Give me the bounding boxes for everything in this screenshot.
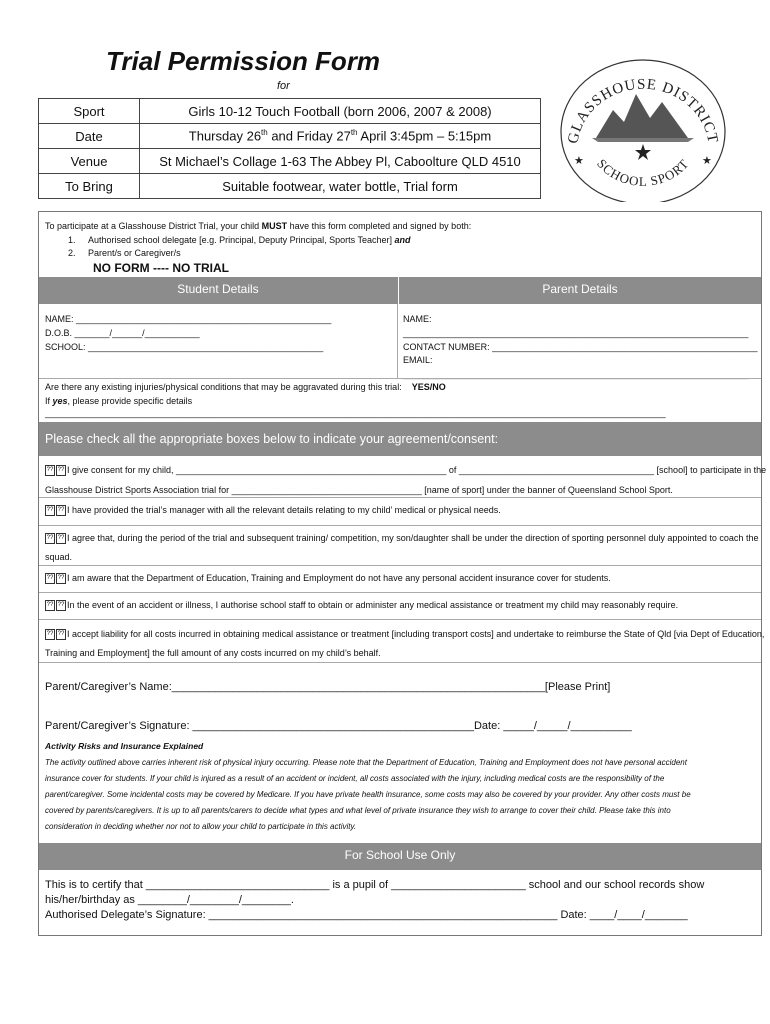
parent-contact-field[interactable]: CONTACT NUMBER: _____________________________________________________ xyxy=(403,342,758,352)
birthday-field[interactable]: his/her/birthday as ________/________/________. xyxy=(45,894,294,906)
consent-checkbox[interactable]: ?? xyxy=(45,600,55,611)
glasshouse-district-logo xyxy=(558,52,728,202)
intro-item-1: 1. Authorised school delegate [e.g. Principal, Deputy Principal, Sports Teacher] and xyxy=(68,235,411,245)
bring-label: To Bring xyxy=(39,174,140,199)
parent-signature-field[interactable]: Parent/Caregiver’s Signature: ______________________________________________Date: _____/_____/__________ xyxy=(45,720,632,732)
svg-text:SCHOOL SPORT xyxy=(594,156,692,189)
injury-details-field[interactable]: ____________________________________________________________________________________________________________________________ xyxy=(45,408,666,418)
risks-line: parent/caregiver. Some incidental costs may be covered by Medicare. If you have private health insurance, some costs may also be covered by your provider. Any other costs must be xyxy=(45,790,691,799)
consent-checkbox[interactable]: ?? xyxy=(56,465,66,476)
logo-bottom-text: SCHOOL SPORT xyxy=(594,155,692,189)
venue-label: Venue xyxy=(39,149,140,174)
injury-question: Are there any existing injuries/physical conditions that may be aggravated during this trial: YES/NO xyxy=(45,382,446,392)
parent-email-label: EMAIL: xyxy=(403,355,433,365)
intro-item-2: 2. Parent/s or Caregiver/s xyxy=(68,248,181,258)
consent-checkbox[interactable]: ?? xyxy=(56,573,66,584)
consent-header: Please check all the appropriate boxes below to indicate your agreement/consent: xyxy=(45,432,499,446)
consent-item-3: ?? ?? I agree that, during the period of the trial and subsequent training/ competition, my son/daughter shall be under the direction of sporting personnel duly appointed to coach the xyxy=(46,533,759,543)
consent-item-1: ?? ?? I give consent for my child, ______________________________________________________ of _______________________________________ [school] to participate in the xyxy=(46,465,767,475)
consent-item-4: ?? ?? I am aware that the Department of Education, Training and Employment do not have any personal accident insurance cover for students. xyxy=(46,573,611,583)
risks-line: consideration in deciding whether nor not to allow your child to participate in this activity. xyxy=(45,822,357,831)
parent-name-field[interactable]: _____________________________________________________________________ xyxy=(403,328,749,338)
date-suffix: th xyxy=(350,128,358,138)
consent-item-6-cont: Training and Employment] the full amount of any costs incurred on my child’s behalf. xyxy=(45,648,381,658)
consent-item-5: ?? ?? In the event of an accident or illness, I authorise school staff to obtain or administer any medical assistance or treatment my child may reasonably require. xyxy=(46,600,679,610)
venue-value: St Michael’s Collage 1-63 The Abbey Pl, Caboolture QLD 4510 xyxy=(140,149,541,174)
consent-checkbox[interactable]: ?? xyxy=(45,629,55,640)
risks-line: covered by parents/caregivers. It is up to all parents/carers to decide what types and what level of private insurance they wish to arrange to cover their child. Please take this into xyxy=(45,806,671,815)
star-icon: ★ xyxy=(702,155,712,167)
bring-value: Suitable footwear, water bottle, Trial form xyxy=(140,174,541,199)
consent-item-3-cont: squad. xyxy=(45,552,73,562)
date-part: Thursday 26 xyxy=(188,128,262,144)
school-use-header: For School Use Only xyxy=(344,848,456,862)
student-details-header: Student Details xyxy=(177,282,259,296)
table-row xyxy=(39,124,541,149)
for-label: for xyxy=(277,80,290,92)
consent-checkbox[interactable]: ?? xyxy=(56,505,66,516)
consent-checkbox[interactable]: ?? xyxy=(45,573,55,584)
date-label: Date xyxy=(39,124,140,149)
risks-line: insurance cover for students. If your child is injured as a result of an accident or incident, all costs associated with the injury, including medical costs are the responsibility of the xyxy=(45,774,665,783)
date-part: and Friday 27 xyxy=(267,128,351,144)
parent-print-name-field[interactable]: Parent/Caregiver’s Name:_____________________________________________________________[Please Print] xyxy=(45,681,611,693)
no-form-warning: NO FORM ---- NO TRIAL xyxy=(93,261,229,275)
consent-checkbox[interactable]: ?? xyxy=(45,533,55,544)
table-row xyxy=(39,99,541,124)
risks-line: The activity outlined above carries inherent risk of physical injury occurring. Please note that the Department of Education, Training and Employment does not have personal accident xyxy=(45,758,687,767)
consent-item-2: ?? ?? I have provided the trial’s manager with all the relevant details relating to my child’ medical or physical needs. xyxy=(46,505,501,515)
star-icon: ★ xyxy=(574,155,584,167)
parent-details-header: Parent Details xyxy=(542,282,618,296)
consent-checkbox[interactable]: ?? xyxy=(56,629,66,640)
trial-info-table xyxy=(38,98,541,199)
consent-item-1-cont: Glasshouse District Sports Association trial for ______________________________________ [name of sport] under the banner of Queensland School Sport. xyxy=(45,485,673,495)
table-row xyxy=(39,174,541,199)
student-dob-field[interactable]: D.O.B. _______/______/___________ xyxy=(45,328,200,338)
date-value xyxy=(140,124,541,149)
sport-value: Girls 10-12 Touch Football (born 2006, 2007 & 2008) xyxy=(140,99,541,124)
details-header-band xyxy=(39,277,761,304)
consent-checkbox[interactable]: ?? xyxy=(56,600,66,611)
sport-label: Sport xyxy=(39,99,140,124)
table-row xyxy=(39,149,541,174)
date-suffix: th xyxy=(261,128,268,138)
star-icon xyxy=(635,144,651,160)
student-name-field[interactable]: NAME: ___________________________________________________ xyxy=(45,314,332,324)
intro-line: To participate at a Glasshouse District Trial, your child MUST have this form completed and signed by both: xyxy=(45,221,472,231)
logo-top-text: GLASSHOUSE DISTRICT xyxy=(565,76,721,146)
date-part: April 3:45pm – 5:15pm xyxy=(357,128,492,144)
risks-heading: Activity Risks and Insurance Explained xyxy=(45,741,204,751)
consent-header-band xyxy=(39,422,761,456)
consent-checkbox[interactable]: ?? xyxy=(56,533,66,544)
delegate-signature-field[interactable]: Authorised Delegate’s Signature: _________________________________________________________ Date: ____/____/_______ xyxy=(45,909,688,921)
form-title: Trial Permission Form xyxy=(106,46,381,76)
form-body xyxy=(38,211,767,936)
consent-checkbox[interactable]: ?? xyxy=(45,505,55,516)
yes-no-option[interactable]: YES/NO xyxy=(411,382,446,392)
consent-checkbox[interactable]: ?? xyxy=(45,465,55,476)
consent-item-6: ?? ?? I accept liability for all costs incurred in obtaining medical assistance or treatment [including transport costs] and undertake to reimburse the State of Qld [via Dept of Education, xyxy=(46,629,765,639)
injury-details-label: If yes, please provide specific details xyxy=(45,396,193,406)
parent-name-label: NAME: xyxy=(403,314,432,324)
student-school-field[interactable]: SCHOOL: _______________________________________________ xyxy=(45,342,324,352)
certify-field[interactable]: This is to certify that ______________________________ is a pupil of ______________________ school and our school records show xyxy=(45,879,705,891)
school-use-band xyxy=(39,843,761,870)
parent-email-field[interactable]: _____________________________________________________________________ xyxy=(403,369,749,379)
